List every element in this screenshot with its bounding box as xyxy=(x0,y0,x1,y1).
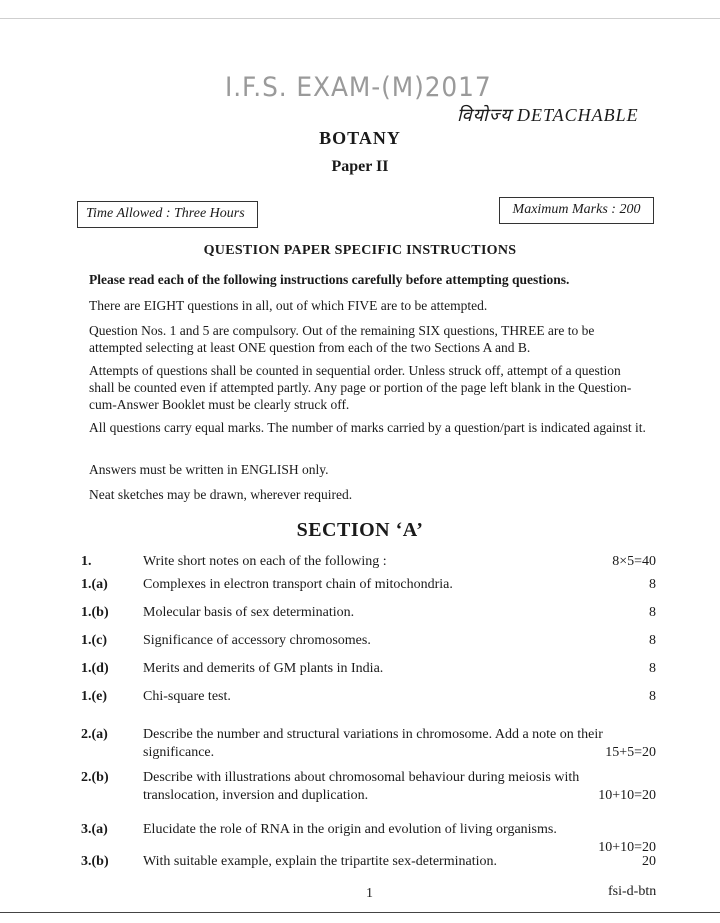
question-number: 2.(a) xyxy=(81,727,108,742)
question-number: 1.(e) xyxy=(81,689,108,704)
question-marks: 10+10=20 xyxy=(598,840,656,855)
instructions-heading: QUESTION PAPER SPECIFIC INSTRUCTIONS xyxy=(203,243,517,258)
question-marks: 20 xyxy=(642,854,656,869)
question-number: 1. xyxy=(81,554,92,569)
question-marks: 8 xyxy=(649,633,656,648)
question-number: 1.(d) xyxy=(81,661,109,676)
question-text: Molecular basis of sex determination. xyxy=(143,605,355,620)
question-text: Write short notes on each of the following : xyxy=(143,554,387,569)
question-number: 1.(a) xyxy=(81,577,108,592)
paper-number: Paper II xyxy=(331,158,389,175)
question-marks: 8 xyxy=(649,605,656,620)
paper-code: fsi-d-btn xyxy=(608,884,657,899)
question-text: Describe with illustrations about chromosomal behaviour during meiosis with translocation, inversion and duplication. xyxy=(143,770,580,803)
question-marks: 10+10=20 xyxy=(598,788,656,803)
question-number: 3.(a) xyxy=(81,822,108,837)
instruction-item: Question Nos. 1 and 5 are compulsory. Out of the remaining SIX questions, THREE are to be attempted selecting at least ONE question from each of the two Sections A and B. xyxy=(89,323,595,355)
question-text: Complexes in electron transport chain of mitochondria. xyxy=(143,577,453,592)
question-marks: 8×5=40 xyxy=(612,554,656,569)
instruction-item: There are EIGHT questions in all, out of which FIVE are to be attempted. xyxy=(89,298,488,313)
section-heading: SECTION ‘A’ xyxy=(296,519,424,541)
bottom-rule xyxy=(0,912,720,913)
instructions-lead: Please read each of the following instructions carefully before attempting questions. xyxy=(89,272,570,287)
question-marks: 8 xyxy=(649,689,656,704)
instruction-item: Neat sketches may be drawn, wherever required. xyxy=(89,487,353,502)
question-text: Elucidate the role of RNA in the origin and evolution of living organisms. xyxy=(143,822,557,837)
question-text: Chi-square test. xyxy=(143,689,231,704)
top-rule xyxy=(0,18,720,19)
instruction-item: Answers must be written in ENGLISH only. xyxy=(89,462,329,477)
question-number: 1.(b) xyxy=(81,605,109,620)
question-number: 2.(b) xyxy=(81,770,109,785)
question-text: With suitable example, explain the tripartite sex-determination. xyxy=(143,854,497,869)
page-number: 1 xyxy=(366,886,373,901)
question-text: Merits and demerits of GM plants in India. xyxy=(143,661,384,676)
instruction-item: All questions carry equal marks. The number of marks carried by a question/part is indicated against it. xyxy=(89,420,646,435)
time-allowed-box: Time Allowed : Three Hours xyxy=(77,201,258,228)
question-marks: 15+5=20 xyxy=(605,745,656,760)
instruction-item: Attempts of questions shall be counted in sequential order. Unless struck off, attempt of a question shall be counted even if attempted partly. Any page or portion of the page left blank in the Question-cum-Answer Booklet must be clearly struck off. xyxy=(89,363,632,412)
exam-title-stamp: I.F.S. EXAM-(M)2017 xyxy=(225,72,492,103)
question-marks: 8 xyxy=(649,661,656,676)
question-number: 3.(b) xyxy=(81,854,109,869)
maximum-marks-box: Maximum Marks : 200 xyxy=(499,197,654,224)
question-marks: 8 xyxy=(649,577,656,592)
detachable-label: वियोज्य DETACHABLE xyxy=(457,105,639,125)
question-text: Significance of accessory chromosomes. xyxy=(143,633,371,648)
question-number: 1.(c) xyxy=(81,633,108,648)
subject-title: BOTANY xyxy=(319,128,401,148)
question-text: Describe the number and structural variations in chromosome. Add a note on their significance. xyxy=(143,727,603,760)
